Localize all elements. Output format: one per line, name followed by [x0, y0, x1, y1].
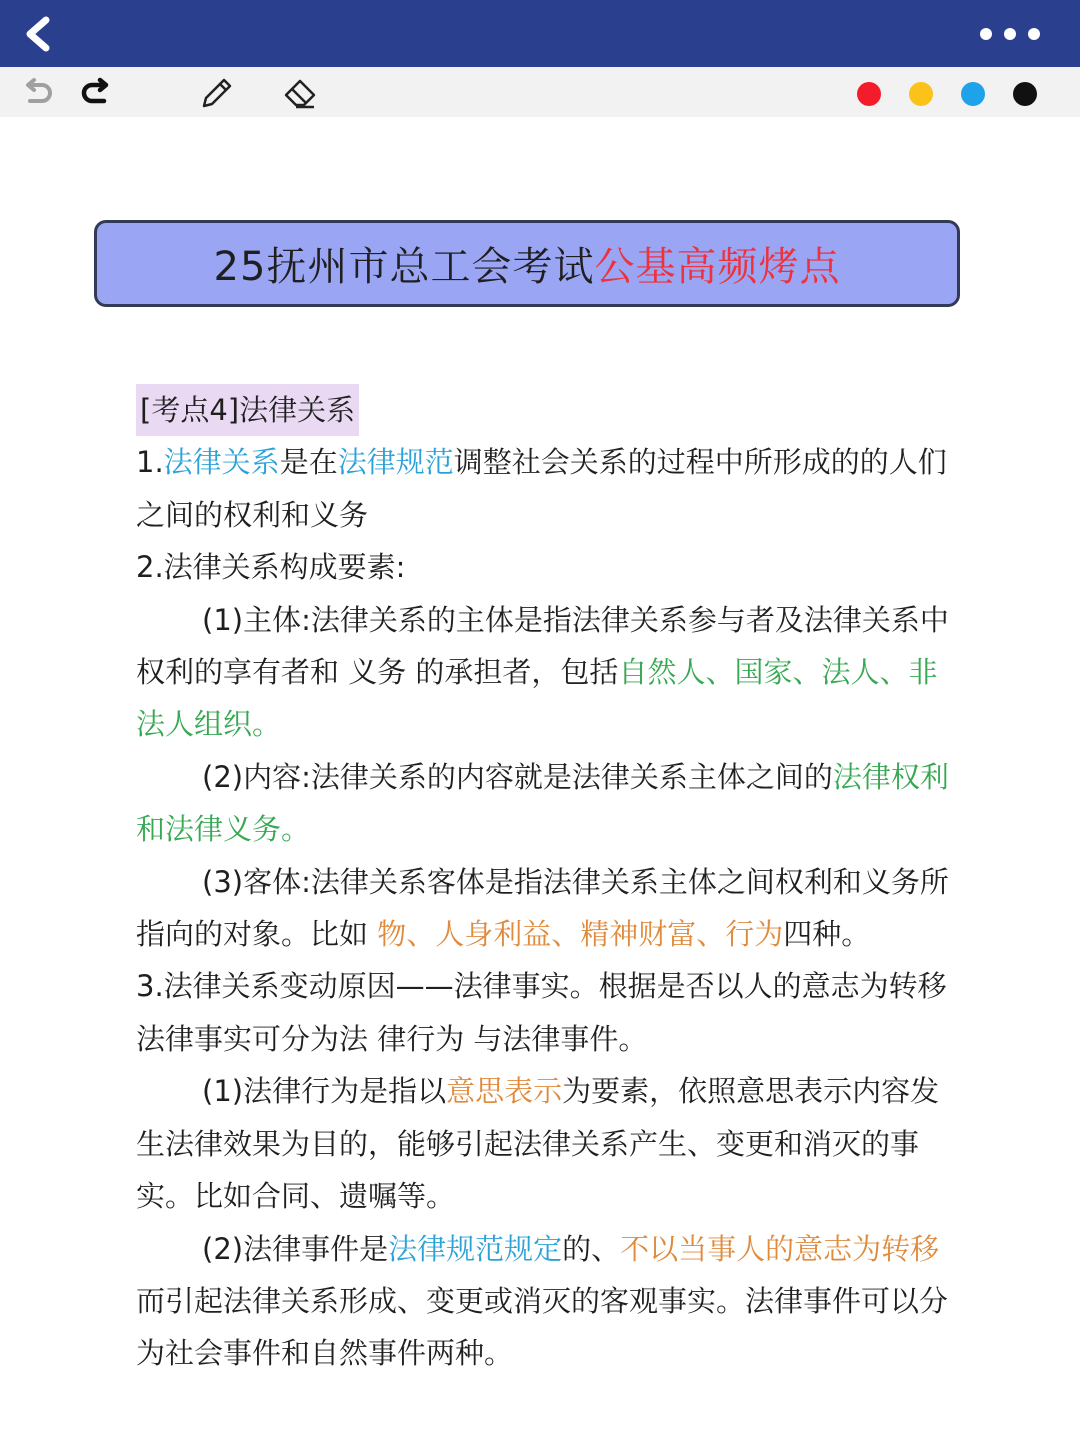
redo-icon[interactable]	[78, 75, 114, 111]
paragraph-8: (2)法律事件是法律规范规定的、不以当事人的意志为转移而引起法律关系形成、变更或消灭的客观事实。法律事件可以分为社会事件和自然事件两种。	[136, 1231, 949, 1371]
color-yellow-swatch[interactable]	[909, 82, 933, 106]
eraser-icon[interactable]	[282, 75, 318, 111]
title-highlight: 公基高频烤点	[594, 244, 841, 290]
color-black-swatch[interactable]	[1013, 82, 1037, 106]
more-horizontal-icon[interactable]	[980, 28, 1040, 42]
notes-content	[136, 384, 966, 1380]
title-banner	[94, 220, 960, 307]
color-red-swatch[interactable]	[857, 82, 881, 106]
paragraph-3: (1)主体:法律关系的主体是指法律关系参与者及法律关系中权利的享有者和 义务 的承担者，包括自然人、国家、法人、非法人组织。	[136, 602, 949, 742]
paragraph-5: (3)客体:法律关系客体是指法律关系主体之间权利和义务所指向的对象。比如 物、人身利益、精神财富、行为四种。	[136, 864, 949, 952]
paragraph-2: 2.法律关系构成要素:	[136, 550, 406, 585]
paragraph-1: 1.法律关系是在法律规范调整社会关系的过程中所形成的的人们之间的权利和义务	[136, 445, 947, 532]
paragraph-6: 3.法律关系变动原因——法律事实。根据是否以人的意志为转移法律事实可分为法 律行为 与法律事件。	[136, 969, 947, 1056]
pencil-icon[interactable]	[198, 75, 234, 111]
paragraph-4: (2)内容:法律关系的内容就是法律关系主体之间的法律权利和法律义务。	[136, 759, 949, 847]
title-main: 25抚州市总工会考试	[213, 244, 595, 290]
undo-icon[interactable]	[20, 75, 56, 111]
top-app-bar	[0, 0, 1080, 67]
chevron-left-icon[interactable]	[18, 14, 54, 54]
color-blue-swatch[interactable]	[961, 82, 985, 106]
paragraph-7: (1)法律行为是指以意思表示为要素，依照意思表示内容发生法律效果为目的，能够引起法律关系产生、变更和消灭的事实。比如合同、遗嘱等。	[136, 1074, 940, 1214]
section-tag: [考点4]法律关系	[136, 384, 359, 436]
